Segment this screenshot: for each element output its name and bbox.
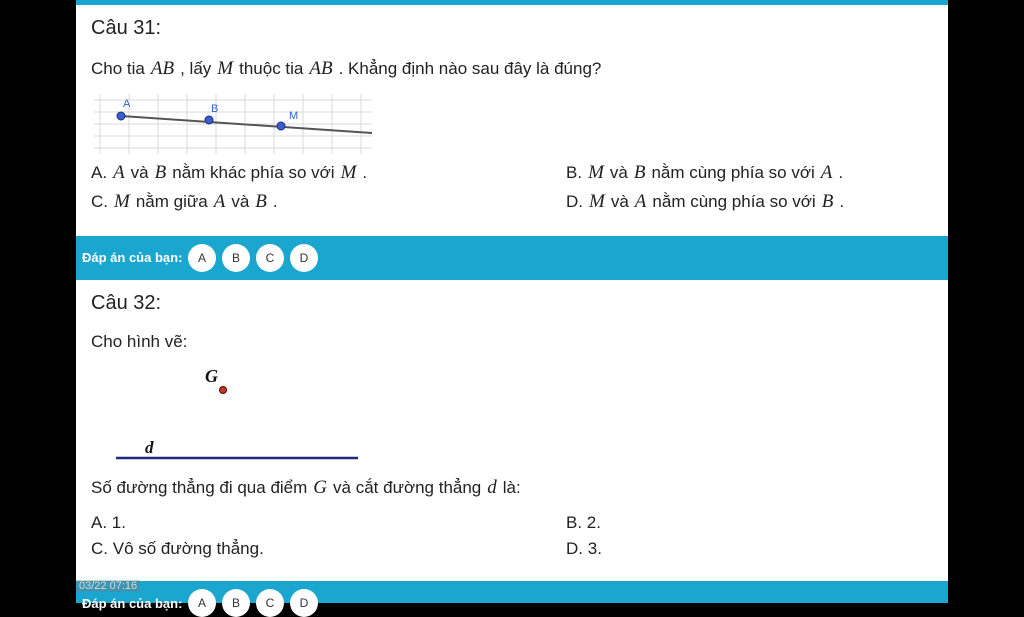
answer-32-choice-a[interactable]: A xyxy=(188,589,216,617)
point-b xyxy=(205,116,213,124)
answer-32-choice-b[interactable]: B xyxy=(222,589,250,617)
question-32-title: Câu 32: xyxy=(91,292,162,314)
answer-32-choice-d[interactable]: D xyxy=(290,589,318,617)
option-31-a: A. A và B nằm khác phía so với M . xyxy=(91,162,368,183)
answer-label: Đáp án của bạn: xyxy=(82,250,183,265)
point-g xyxy=(220,387,227,394)
answer-bar-32 xyxy=(76,581,948,611)
label-d: d xyxy=(145,438,154,457)
point-m xyxy=(277,122,285,130)
question-32-intro: Cho hình vẽ: xyxy=(91,332,188,351)
option-32-a: A. 1. xyxy=(91,513,126,532)
label-g: G xyxy=(205,366,218,386)
question-31-title: Câu 31: xyxy=(91,17,162,39)
option-31-b: B. M và B nằm cùng phía so với A . xyxy=(566,162,844,183)
point-a xyxy=(117,112,125,120)
quiz-page xyxy=(76,0,948,611)
label-b: B xyxy=(211,103,219,115)
option-32-c: C. Vô số đường thẳng. xyxy=(91,539,264,558)
option-31-c: C. M nằm giữa A và B . xyxy=(91,191,278,212)
option-32-d: D. 3. xyxy=(566,539,602,558)
ray-figure xyxy=(94,94,374,156)
point-line-figure xyxy=(106,360,366,465)
question-31-stem: Cho tia AB , lấy M thuộc tia AB . Khẳng định nào sau đây là đúng? xyxy=(91,58,602,79)
timestamp-overlay: 03/22 07:16 xyxy=(76,580,140,592)
top-accent-bar xyxy=(76,0,948,5)
answer-32-choice-c[interactable]: C xyxy=(256,589,284,617)
answer-31-choice-d[interactable]: D xyxy=(290,244,318,272)
answer-bar-31 xyxy=(76,236,948,280)
answer-31-choice-b[interactable]: B xyxy=(222,244,250,272)
option-31-d: D. M và A nằm cùng phía so với B . xyxy=(566,191,845,212)
option-32-b: B. 2. xyxy=(566,513,601,532)
label-a: A xyxy=(123,98,131,110)
answer-label: Đáp án của bạn: xyxy=(82,596,183,611)
answer-31-choice-a[interactable]: A xyxy=(188,244,216,272)
label-m: M xyxy=(289,110,299,122)
answer-31-choice-c[interactable]: C xyxy=(256,244,284,272)
question-32-stem: Số đường thẳng đi qua điểm G và cắt đường thẳng d là: xyxy=(91,477,521,498)
